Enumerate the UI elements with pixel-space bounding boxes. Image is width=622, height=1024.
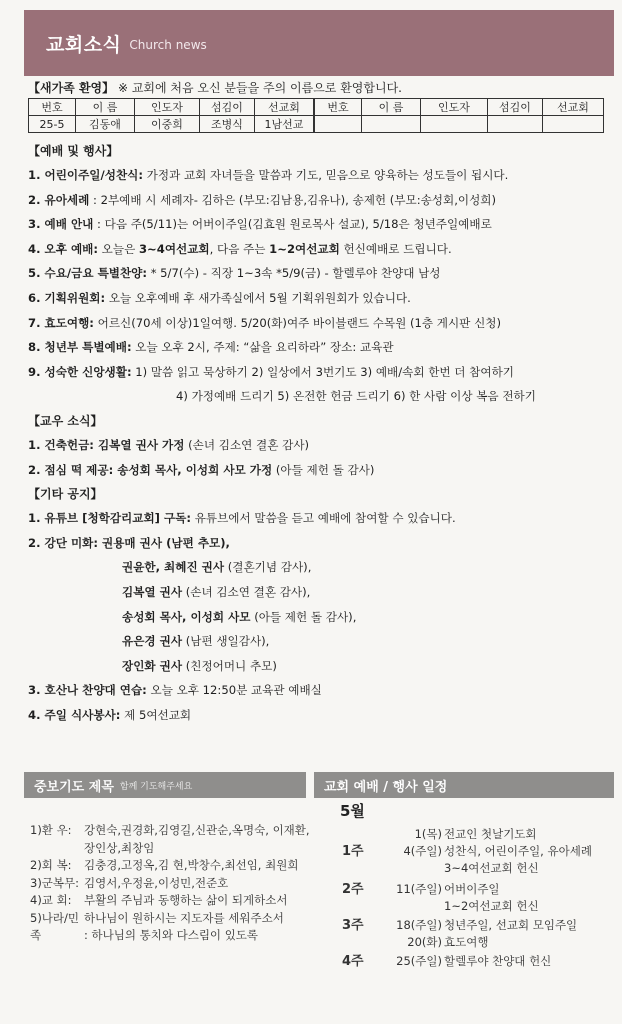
list-item bbox=[372, 898, 614, 915]
item-key: 3~4여선교회 bbox=[138, 241, 210, 256]
col-guide: 인도자 bbox=[135, 99, 200, 116]
prayer-label: 3)군복무: bbox=[30, 875, 80, 890]
schedule-week bbox=[320, 881, 614, 915]
cell bbox=[543, 116, 604, 133]
event-date: 20(화) bbox=[407, 935, 442, 949]
col-number: 번호 bbox=[29, 99, 76, 116]
list-item bbox=[30, 910, 316, 928]
item-key: 3. 호산나 찬양대 연습: bbox=[28, 683, 147, 698]
item-text: 제 5여선교회 bbox=[120, 707, 192, 722]
item-key: 8. 청년부 특별예배: bbox=[28, 340, 132, 355]
item-key: 5. 수요/금요 특별찬양: bbox=[28, 266, 148, 281]
prayer-text: 강현숙,권경화,김영길,신관순,옥명숙, 이재환,장인상,최창임 bbox=[84, 823, 310, 855]
list-item bbox=[372, 881, 614, 898]
list-item bbox=[28, 506, 612, 531]
col-mission: 선교회 bbox=[255, 99, 315, 116]
list-item bbox=[30, 875, 316, 893]
list-item bbox=[28, 237, 612, 262]
prayer-subtitle: 함께 기도해주세요 bbox=[119, 781, 193, 792]
list-item bbox=[28, 335, 612, 360]
other-heading: 【기타 공지】 bbox=[28, 487, 103, 502]
list-item bbox=[372, 917, 614, 934]
prayer-label: 족 bbox=[30, 928, 42, 942]
prayer-label: 2)회 복: bbox=[30, 858, 72, 872]
list-item bbox=[372, 953, 614, 970]
item-key: 4. 오후 예배: bbox=[28, 241, 98, 256]
item-key: 6. 기획위원회: bbox=[28, 290, 106, 305]
list-item bbox=[28, 531, 612, 556]
event-text: 할렐루야 찬양대 헌신 bbox=[444, 954, 552, 968]
list-item bbox=[28, 188, 612, 213]
event-text: 효도여행 bbox=[444, 935, 489, 949]
item-key: 4. 주일 식사봉사: bbox=[28, 707, 121, 722]
item-text: 오늘 오후 12:50분 교육관 예배실 bbox=[146, 683, 322, 698]
cell bbox=[314, 116, 362, 133]
event-text: 1~2여선교회 헌신 bbox=[444, 899, 539, 913]
news-body bbox=[28, 80, 612, 727]
item-key: 2. 점심 떡 제공: 송성회 목사, 이성희 사모 가정 bbox=[28, 462, 273, 477]
item-text: (친정어머니 추모) bbox=[182, 658, 277, 673]
prayer-header bbox=[24, 772, 306, 798]
prayer-text: 김영서,우정윤,이성민,전준호 bbox=[84, 875, 229, 890]
event-date: 18(주일) bbox=[396, 918, 442, 932]
list-item bbox=[28, 703, 612, 728]
item-text: 어르신(70세 이상)1일여행. 5/20(화)여주 바이블랜드 수목원 (1층 게시판 신청) bbox=[93, 315, 501, 330]
item-text: : 다음 주(5/11)는 어버이주일(김효원 원로목사 설교), 5/18은 청년주일예배로 bbox=[93, 217, 492, 232]
prayer-text: 하나님이 원하시는 지도자를 세워주소서 bbox=[84, 910, 284, 925]
header-bar bbox=[24, 10, 614, 76]
col-name: 이 름 bbox=[76, 99, 135, 116]
item-text: 헌신예배로 드립니다. bbox=[339, 241, 452, 256]
col-helper: 섬김이 bbox=[200, 99, 255, 116]
cell: 25-5 bbox=[29, 116, 76, 133]
prayer-text: 부활의 주님과 동행하는 삶이 되게하소서 bbox=[84, 893, 288, 907]
list-item bbox=[28, 678, 612, 703]
list-item bbox=[28, 458, 612, 483]
cell bbox=[362, 116, 421, 133]
list-item bbox=[28, 261, 612, 286]
item-text: (손녀 김소연 결혼 감사) bbox=[184, 437, 310, 452]
page-title: 교회소식 bbox=[46, 33, 122, 56]
event-text: 어버이주일 bbox=[444, 882, 500, 896]
schedule-week bbox=[320, 826, 614, 877]
table-row bbox=[29, 116, 604, 133]
list-item bbox=[28, 286, 612, 311]
col-mission-2: 선교회 bbox=[543, 99, 604, 116]
welcome-heading bbox=[28, 80, 612, 96]
item-key: 권윤한, 최혜진 권사 bbox=[122, 560, 225, 575]
event-text: 전교인 첫날기도회 bbox=[444, 827, 537, 841]
list-item bbox=[28, 212, 612, 237]
week-events bbox=[372, 953, 614, 970]
item-text: : 2부예배 시 세례자- 김하은 (부모:김남용,김유나), 송제헌 (부모:송성회,이성희) bbox=[89, 192, 497, 207]
prayer-text: 김충경,고정옥,김 현,박창수,최선임, 최원희 bbox=[84, 858, 299, 872]
list-item bbox=[372, 860, 614, 877]
item-text: (남편 생일감사), bbox=[182, 634, 270, 649]
item-key: 7. 효도여행: bbox=[28, 315, 94, 330]
col-number-2: 번호 bbox=[314, 99, 362, 116]
schedule-header bbox=[314, 772, 614, 798]
event-date: 4(주일) bbox=[403, 844, 442, 858]
bottom-panels bbox=[24, 772, 614, 1022]
item-text: 1) 말씀 읽고 묵상하기 2) 일상에서 3번기도 3) 예배/속회 한번 더 참여하기 bbox=[131, 364, 514, 379]
list-item-continued bbox=[28, 605, 612, 630]
week-label: 2주 bbox=[342, 882, 364, 897]
item-text: 유튜브에서 말씀을 듣고 예배에 참여할 수 있습니다. bbox=[191, 511, 456, 526]
item-key: 2. 강단 미화: 권용매 권사 (남편 추모), bbox=[28, 535, 230, 550]
list-item-continued bbox=[28, 629, 612, 654]
schedule-week bbox=[320, 917, 614, 951]
members-heading: 【교우 소식】 bbox=[28, 413, 103, 428]
list-item bbox=[30, 892, 316, 910]
list-item bbox=[28, 433, 612, 458]
welcome-title: 【새가족 환영】 bbox=[28, 81, 115, 95]
schedule-week bbox=[320, 953, 614, 970]
prayer-list bbox=[30, 822, 316, 945]
event-date: 25(주일) bbox=[396, 954, 442, 968]
list-item bbox=[30, 857, 316, 875]
schedule-list bbox=[320, 800, 614, 970]
item-text: 가정과 교회 자녀들을 말씀과 기도, 믿음으로 양육하는 성도들이 됩시다. bbox=[142, 168, 509, 182]
item-key: 2. 유아세례 bbox=[28, 192, 90, 207]
week-label: 3주 bbox=[342, 918, 364, 933]
worship-heading: 【예배 및 행사】 bbox=[28, 144, 119, 158]
list-item-continued bbox=[28, 555, 612, 580]
item-text: 오늘 오후예배 후 새가족실에서 5월 기획위원회가 있습니다. bbox=[105, 290, 411, 305]
event-date: 11(주일) bbox=[396, 882, 442, 896]
item-key: 장인화 권사 bbox=[122, 658, 183, 673]
event-text: 성찬식, 어린이주일, 유아세례 bbox=[444, 844, 592, 858]
event-text: 3~4여선교회 헌신 bbox=[444, 861, 539, 875]
item-text: (아들 제헌 돌 감사) bbox=[272, 462, 375, 477]
page-subtitle: Church news bbox=[129, 38, 207, 52]
prayer-title: 중보기도 제목 bbox=[34, 779, 114, 795]
item-key: 1. 어린이주일/성찬식: bbox=[28, 168, 143, 182]
prayer-label: 4)교 회: bbox=[30, 893, 72, 907]
cell: 이중희 bbox=[135, 116, 200, 133]
list-item-continued bbox=[28, 580, 612, 605]
week-label: 4주 bbox=[342, 954, 364, 969]
list-item bbox=[30, 822, 316, 857]
item-key: 9. 성숙한 신앙생활: bbox=[28, 364, 132, 379]
cell bbox=[488, 116, 543, 133]
week-events bbox=[372, 881, 614, 915]
item-text: , 다음 주는 bbox=[209, 241, 270, 256]
item-text: (결혼기념 감사), bbox=[224, 560, 312, 575]
item-key: 1. 건축헌금: 김복열 권사 가정 bbox=[28, 437, 185, 452]
cell bbox=[421, 116, 488, 133]
prayer-text: : 하나님의 통치와 다스림이 있도록 bbox=[84, 928, 259, 942]
week-events bbox=[372, 826, 614, 877]
week-events bbox=[372, 917, 614, 951]
new-family-table bbox=[28, 98, 604, 133]
cell: 김동애 bbox=[76, 116, 135, 133]
list-item bbox=[372, 934, 614, 951]
col-guide-2: 인도자 bbox=[421, 99, 488, 116]
list-item bbox=[372, 843, 614, 860]
item-text: 오늘 오후 2시, 주제: “삶을 요리하라” 장소: 교육관 bbox=[131, 340, 394, 355]
event-date: 1(목) bbox=[414, 827, 442, 841]
item-key: 3. 예배 안내 bbox=[28, 217, 94, 232]
item-text: 오늘은 bbox=[97, 241, 139, 256]
table-header-row bbox=[29, 99, 604, 116]
col-name-2: 이 름 bbox=[362, 99, 421, 116]
item-text: (손녀 김소연 결혼 감사), bbox=[182, 584, 311, 599]
cell: 조병식 bbox=[200, 116, 255, 133]
item-key: 송성회 목사, 이성희 사모 bbox=[122, 609, 251, 624]
list-item bbox=[28, 311, 612, 336]
col-helper-2: 섬김이 bbox=[488, 99, 543, 116]
list-item bbox=[28, 163, 612, 188]
prayer-label: 1)환 우: bbox=[30, 823, 72, 837]
item-key: 유은경 권사 bbox=[122, 634, 183, 649]
list-item bbox=[30, 927, 316, 945]
schedule-month: 5월 bbox=[340, 802, 365, 820]
welcome-note: ※ 교회에 처음 오신 분들을 주의 이름으로 환영합니다. bbox=[117, 81, 402, 95]
item-key: 1. 유튜브 [청학감리교회] 구독: bbox=[28, 511, 192, 526]
list-item-continued bbox=[28, 654, 612, 679]
item-text: * 5/7(수) - 직장 1~3속 *5/9(금) - 할렐루야 찬양대 남성 bbox=[147, 266, 441, 281]
item-key: 김복열 권사 bbox=[122, 584, 183, 599]
cell: 1남선교 bbox=[255, 116, 315, 133]
prayer-label: 5)나라/민 bbox=[30, 910, 80, 925]
event-text: 청년주일, 선교회 모임주일 bbox=[444, 918, 578, 932]
schedule-title: 교회 예배 / 행사 일정 bbox=[324, 779, 448, 795]
list-item bbox=[28, 360, 612, 385]
item-text: (아들 제헌 돌 감사), bbox=[250, 609, 357, 624]
list-item bbox=[372, 826, 614, 843]
list-item-continued: 4) 가정예배 드리기 5) 온전한 헌금 드리기 6) 한 사람 이상 복음 전하기 bbox=[176, 389, 536, 404]
week-label: 1주 bbox=[342, 844, 364, 859]
item-key: 1~2여선교회 bbox=[269, 241, 340, 256]
